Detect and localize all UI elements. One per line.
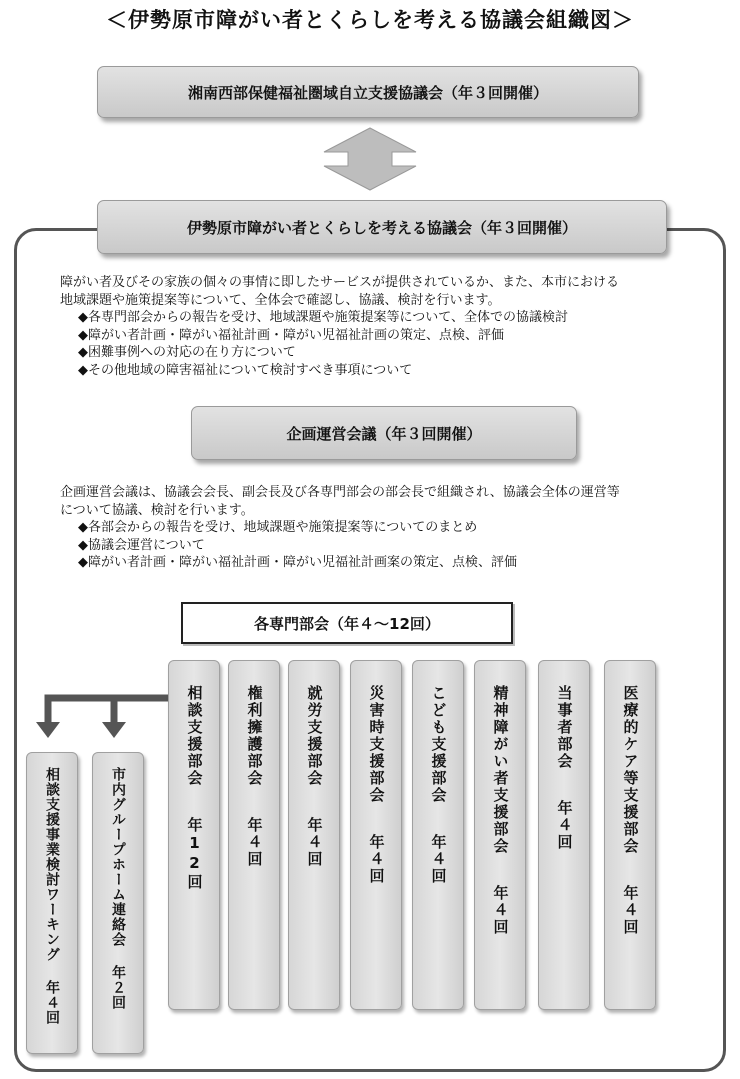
subcommittee-column xyxy=(412,660,464,1010)
working-group-name: 相談支援事業検討ワーキング xyxy=(44,767,60,962)
subcommittee-name: 権利擁護部会 xyxy=(245,685,264,787)
subcommittee-name: 相談支援部会 xyxy=(185,685,204,787)
planning-meeting-label: 企画運営会議（年３回開催） xyxy=(286,424,482,443)
subcommittee-column xyxy=(604,660,656,1010)
bullet-item: ◆各部会からの報告を受け、地域課題や施策提案等についてのまとめ xyxy=(78,520,478,535)
working-group-column xyxy=(92,752,144,1054)
subcommittee-column xyxy=(538,660,590,1010)
bullet-item: ◆障がい者計画・障がい福祉計画・障がい児福祉計画の策定、点検、評価 xyxy=(78,327,504,343)
subcommittee-name: こども支援部会 xyxy=(429,685,448,804)
city-council-description xyxy=(60,274,710,379)
bullet-item: ◆その他地域の障害福祉について検討すべき事項について xyxy=(78,362,413,378)
planning-meeting-box xyxy=(191,406,577,460)
bullet-item: ◆障がい者計画・障がい福祉計画・障がい児福祉計画案の策定、点検、評価 xyxy=(78,555,517,570)
subcommittee-column xyxy=(474,660,526,1010)
description-line: 企画運営会議は、協議会会長、副会長及び各専門部会の部会長で組織され、協議会全体の運営等 xyxy=(60,485,620,500)
working-group-frequency: 年２回 xyxy=(110,965,126,1010)
bullet-item: ◆協議会運営について xyxy=(78,537,205,553)
working-group-frequency: 年４回 xyxy=(44,980,60,1025)
subcommittee-name: 医療的ケア等支援部会 xyxy=(621,685,640,855)
subcommittee-frequency: 年４回 xyxy=(429,834,448,885)
bullet-item: ◆各専門部会からの報告を受け、地域課題や施策提案等について、全体での協議検討 xyxy=(78,310,568,325)
subcommittees-header-label: 各専門部会（年４～12回） xyxy=(254,614,440,633)
subcommittee-frequency: 年４回 xyxy=(367,834,386,885)
subcommittee-column xyxy=(168,660,220,1010)
subcommittee-frequency: 年４回 xyxy=(491,885,510,936)
subcommittees-header xyxy=(181,602,513,644)
subcommittee-name: 災害時支援部会 xyxy=(367,685,386,804)
subcommittee-column xyxy=(228,660,280,1010)
subcommittee-frequency: 年４回 xyxy=(555,800,574,851)
subcommittee-column xyxy=(288,660,340,1010)
subcommittee-name: 当事者部会 xyxy=(555,685,574,770)
working-group-column xyxy=(26,752,78,1054)
city-council-box xyxy=(97,200,667,254)
branch-arrows-icon xyxy=(30,692,180,742)
description-line: 地域課題や施策提案等について、全体会で確認し、協議、検討を行います。 xyxy=(60,292,501,308)
subcommittee-column xyxy=(350,660,402,1010)
regional-council-label: 湘南西部保健福祉圏域自立支援協議会（年３回開催） xyxy=(187,83,548,102)
city-council-label: 伊勢原市障がい者とくらしを考える協議会（年３回開催） xyxy=(186,218,577,237)
subcommittee-frequency: 年４回 xyxy=(305,817,324,868)
bullet-item: ◆困難事例への対応の在り方について xyxy=(78,345,296,360)
subcommittee-frequency: 年４回 xyxy=(621,885,640,936)
description-line: について協議、検討を行います。 xyxy=(60,502,254,518)
regional-council-box xyxy=(97,66,639,118)
working-group-name: 市内グループホーム連絡会 xyxy=(110,767,126,947)
page-title: ＜伊勢原市障がい者とくらしを考える協議会組織図＞ xyxy=(106,8,634,32)
bidirectional-arrow-icon xyxy=(318,126,422,192)
subcommittee-frequency: 年４回 xyxy=(245,817,264,868)
planning-meeting-description xyxy=(60,484,710,572)
subcommittee-name: 就労支援部会 xyxy=(305,685,324,787)
subcommittee-frequency: 年12回 xyxy=(185,817,204,891)
subcommittee-name: 精神障がい者支援部会 xyxy=(491,685,510,855)
description-line: 障がい者及びその家族の個々の事情に即したサービスが提供されているか、また、本市における xyxy=(60,275,620,290)
